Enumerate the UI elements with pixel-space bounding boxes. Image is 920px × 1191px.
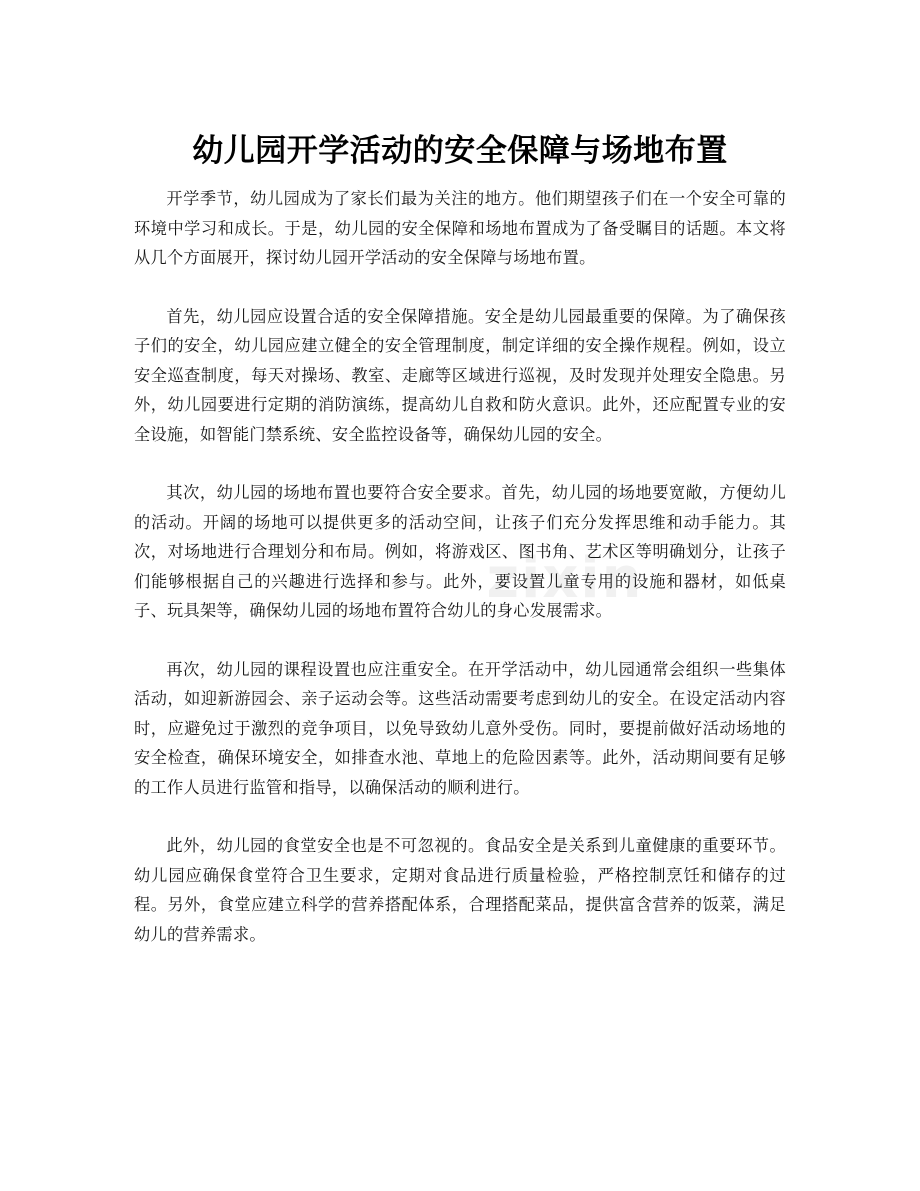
paragraph: 首先，幼儿园应设置合适的安全保障措施。安全是幼儿园最重要的保障。为了确保孩子们的安全，幼儿园应建立健全的安全管理制度，制定详细的安全操作规程。例如，设立安全巡查制度，每天对操场、教室、走廊等区域进行巡视，及时发现并处理安全隐患。另外，幼儿园要进行定期的消防演练，提高幼儿自救和防火意识。此外，还应配置专业的安全设施，如智能门禁系统、安全监控设备等，确保幼儿园的安全。 [134, 306, 786, 444]
paragraph: 此外，幼儿园的食堂安全也是不可忽视的。食品安全是关系到儿童健康的重要环节。幼儿园应确保食堂符合卫生要求，定期对食品进行质量检验，严格控制烹饪和储存的过程。另外，食堂应建立科学的营养搭配体系，合理搭配菜品，提供富含营养的饭菜，满足幼儿的营养需求。 [134, 836, 786, 944]
paragraph: 其次，幼儿园的场地布置也要符合安全要求。首先，幼儿园的场地要宽敞，方便幼儿的活动。开阔的场地可以提供更多的活动空间，让孩子们充分发挥思维和动手能力。其次，对场地进行合理划分和布局。例如，将游戏区、图书角、艺术区等明确划分，让孩子们能够根据自己的兴趣进行选择和参与。此外，要设置儿童专用的设施和器材，如低桌子、玩具架等，确保幼儿园的场地布置符合幼儿的身心发展需求。 [134, 483, 786, 620]
document-body [134, 184, 786, 978]
paragraph: 开学季节，幼儿园成为了家长们最为关注的地方。他们期望孩子们在一个安全可靠的环境中学习和成长。于是，幼儿园的安全保障和场地布置成为了备受瞩目的话题。本文将从几个方面展开，探讨幼儿园开学活动的安全保障与场地布置。 [134, 189, 786, 267]
watermark-logo: zixin [486, 546, 644, 611]
document-title: 幼儿园开学活动的安全保障与场地布置 [192, 132, 728, 169]
paragraph: 再次，幼儿园的课程设置也应注重安全。在开学活动中，幼儿园通常会组织一些集体活动，如迎新游园会、亲子运动会等。这些活动需要考虑到幼儿的安全。在设定活动内容时，应避免过于激烈的竞争项目，以免导致幼儿意外受伤。同时，要提前做好活动场地的安全检查，确保环境安全，如排查水池、草地上的危险因素等。此外，活动期间要有足够的工作人员进行监管和指导，以确保活动的顺利进行。 [134, 659, 786, 797]
